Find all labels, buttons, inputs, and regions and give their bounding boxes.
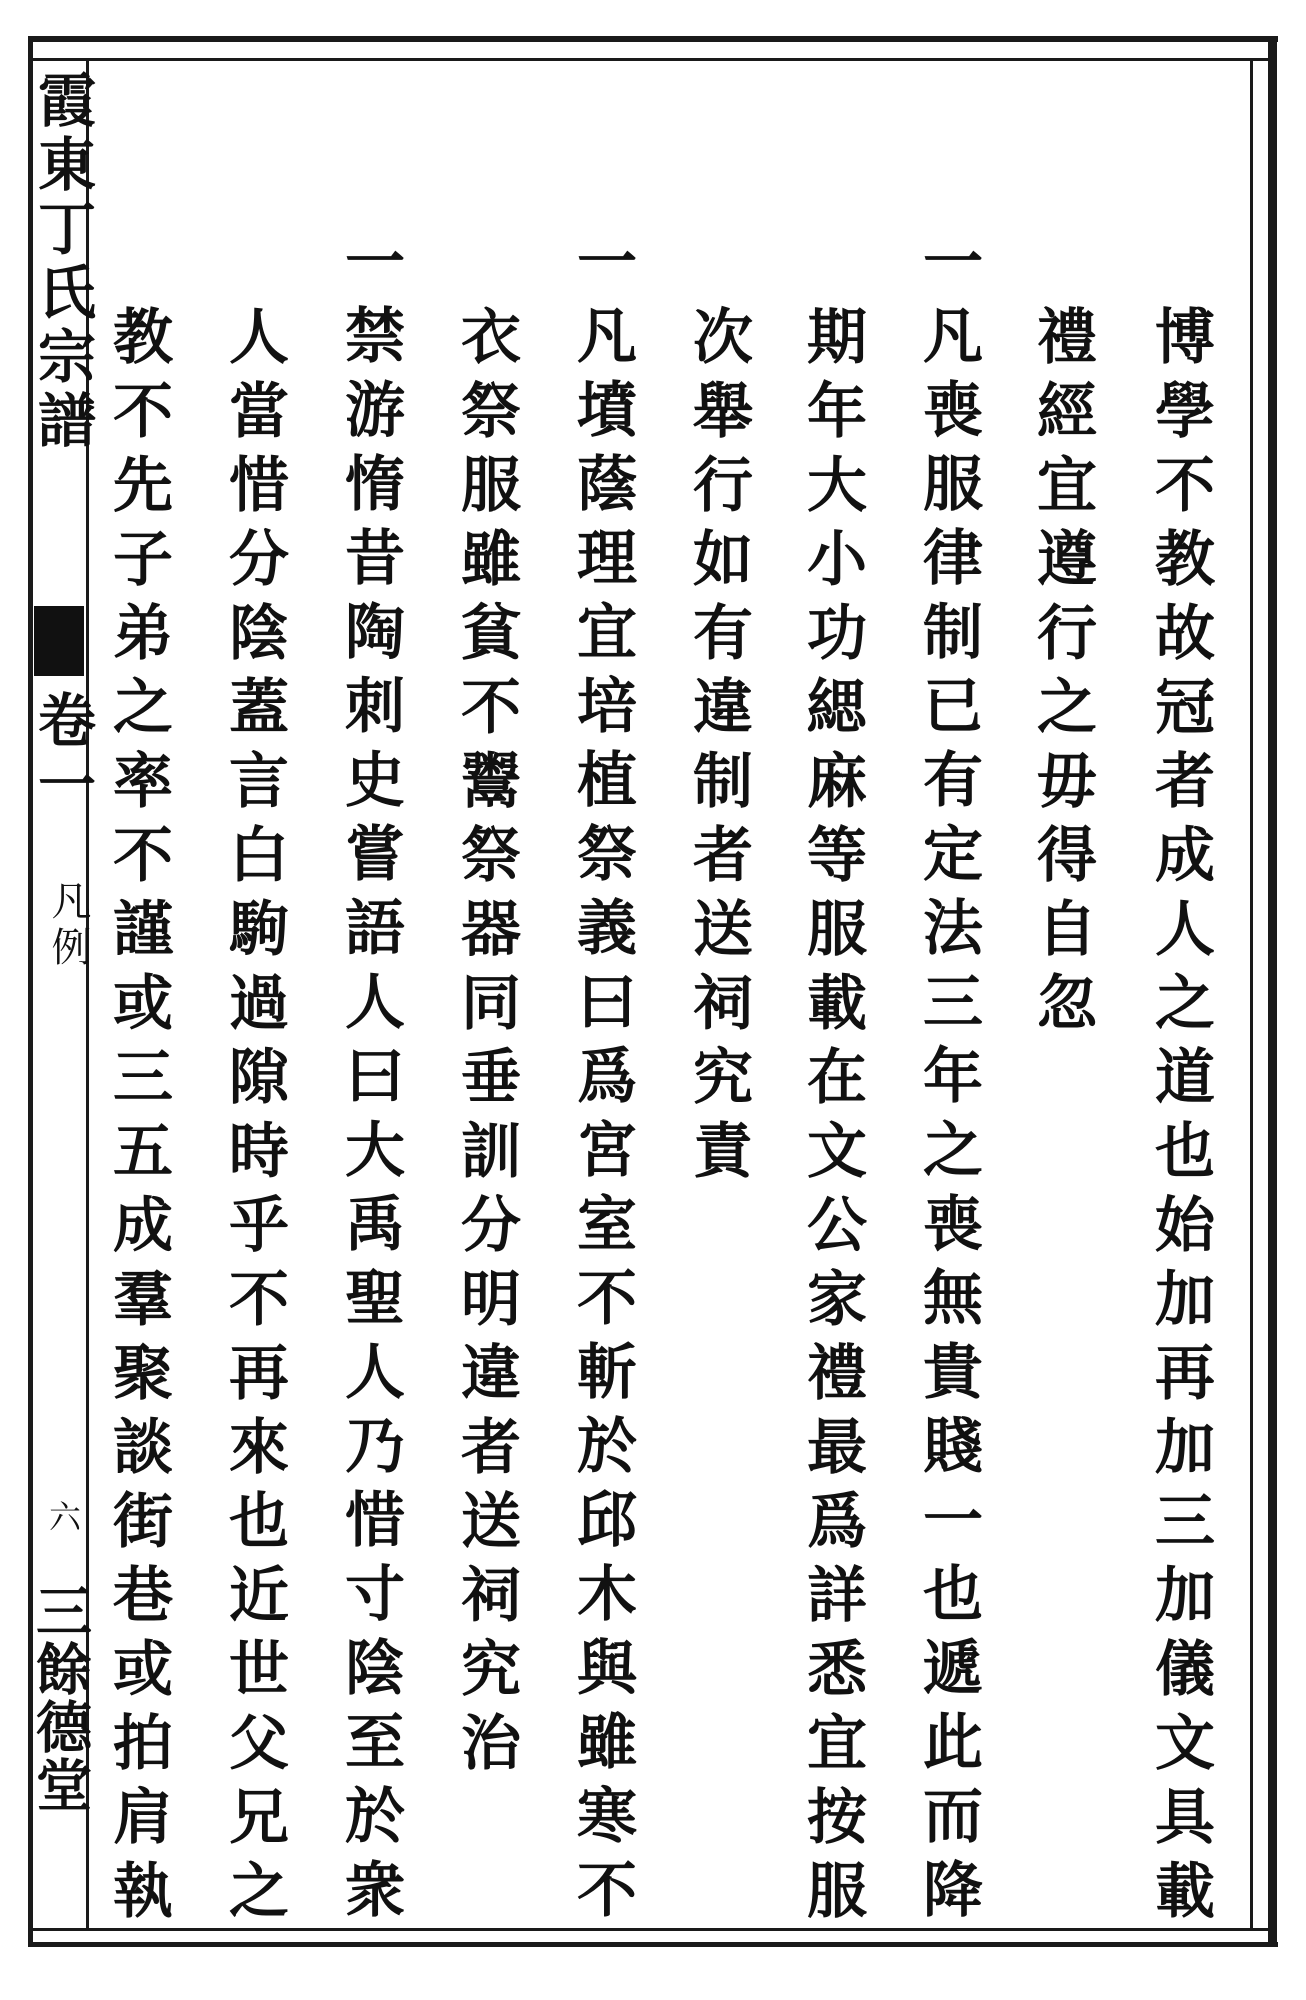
text-column-1: 博學不教故冠者成人之道也始加再加三加儀文具載 <box>1145 305 1215 1933</box>
text-column-4: 期年大小功緦麻等服載在文公家禮最爲詳悉宜按服 <box>797 305 867 1933</box>
text-column-3: 一凡喪服律制已有定法三年之喪無貴賤一也遞此而降 <box>913 230 983 1932</box>
text-column-10: 教不先子弟之率不謹或三五成羣聚談街巷或拍肩執 <box>103 305 173 1933</box>
volume-label: 卷一 <box>28 690 96 818</box>
frame-right-border <box>1268 36 1277 1947</box>
hall-name: 三餘德堂 <box>27 1582 93 1814</box>
text-column-7: 衣祭服雖貧不鬻祭器同垂訓分明違者送祠究治 <box>451 305 521 1785</box>
fishtail-mark <box>34 606 84 676</box>
frame-inner-right-border <box>1250 58 1253 1931</box>
text-column-6: 一凡墳蔭理宜培植祭義曰爲宮室不斬於邱木與雖寒不 <box>567 230 637 1932</box>
frame-inner-top-border <box>28 58 1272 61</box>
text-column-5: 次舉行如有違制者送祠究責 <box>683 305 753 1193</box>
book-title: 霞東丁氏宗譜 <box>28 70 96 454</box>
text-column-2: 禮經宜遵行之毋得自忽 <box>1027 305 1097 1045</box>
page-number: 六 <box>44 1500 82 1532</box>
text-column-9: 人當惜分陰蓋言白駒過隙時乎不再來也近世父兄之 <box>219 305 289 1933</box>
text-column-8: 一禁游惰昔陶刺史嘗語人曰大禹聖人乃惜寸陰至於衆 <box>335 230 405 1932</box>
section-label: 凡例 <box>45 880 91 972</box>
frame-inner-bottom-border <box>28 1928 1272 1931</box>
frame-bottom-border <box>28 1942 1278 1947</box>
frame-top-border <box>28 36 1278 42</box>
